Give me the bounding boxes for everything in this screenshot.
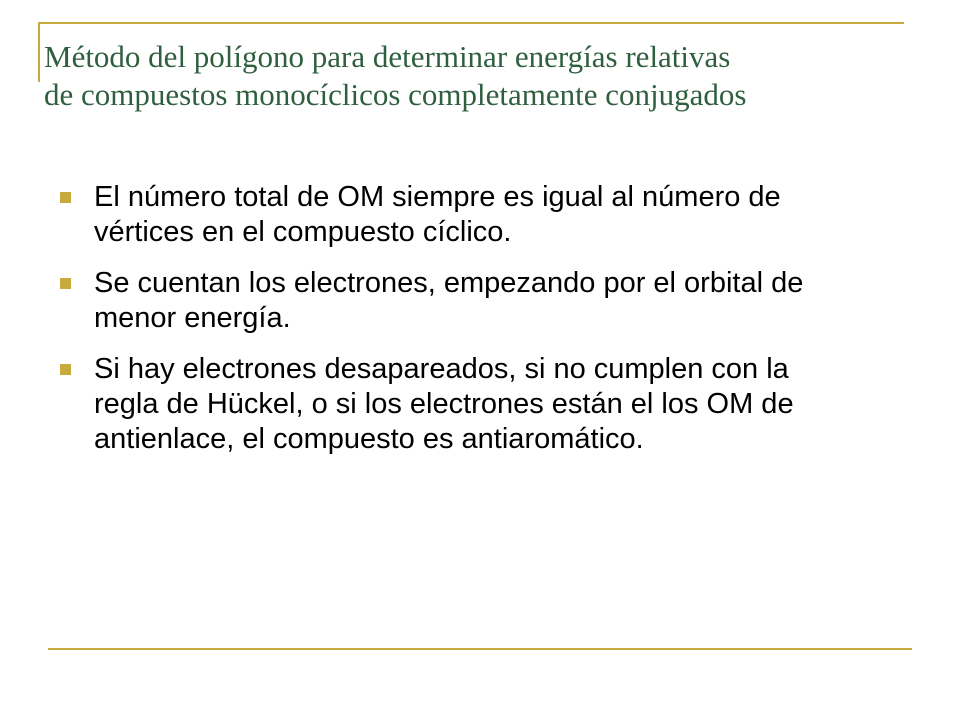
title-frame-left-rule — [38, 22, 40, 82]
bullet-text: Si hay electrones desapareados, si no cumplen con la regla de Hückel, o si los electrones están el los OM de antienlace, el compuesto es antiaromático. — [94, 353, 794, 455]
square-bullet-icon — [60, 364, 71, 375]
bullet-item — [60, 352, 860, 457]
slide-title — [44, 38, 944, 114]
bullet-item — [60, 266, 860, 336]
square-bullet-icon — [60, 278, 71, 289]
bullet-item — [60, 180, 860, 250]
title-frame-top-rule — [38, 22, 904, 24]
square-bullet-icon — [60, 192, 71, 203]
footer-divider — [48, 648, 912, 650]
bullet-text: El número total de OM siempre es igual al número de vértices en el compuesto cíclico. — [94, 181, 781, 248]
bullet-text: Se cuentan los electrones, empezando por el orbital de menor energía. — [94, 267, 804, 334]
slide-title-line-2: de compuestos monocíclicos completamente conjugados — [44, 77, 747, 112]
bullet-list — [60, 180, 860, 473]
slide-title-line-1: Método del polígono para determinar energías relativas — [44, 39, 731, 74]
